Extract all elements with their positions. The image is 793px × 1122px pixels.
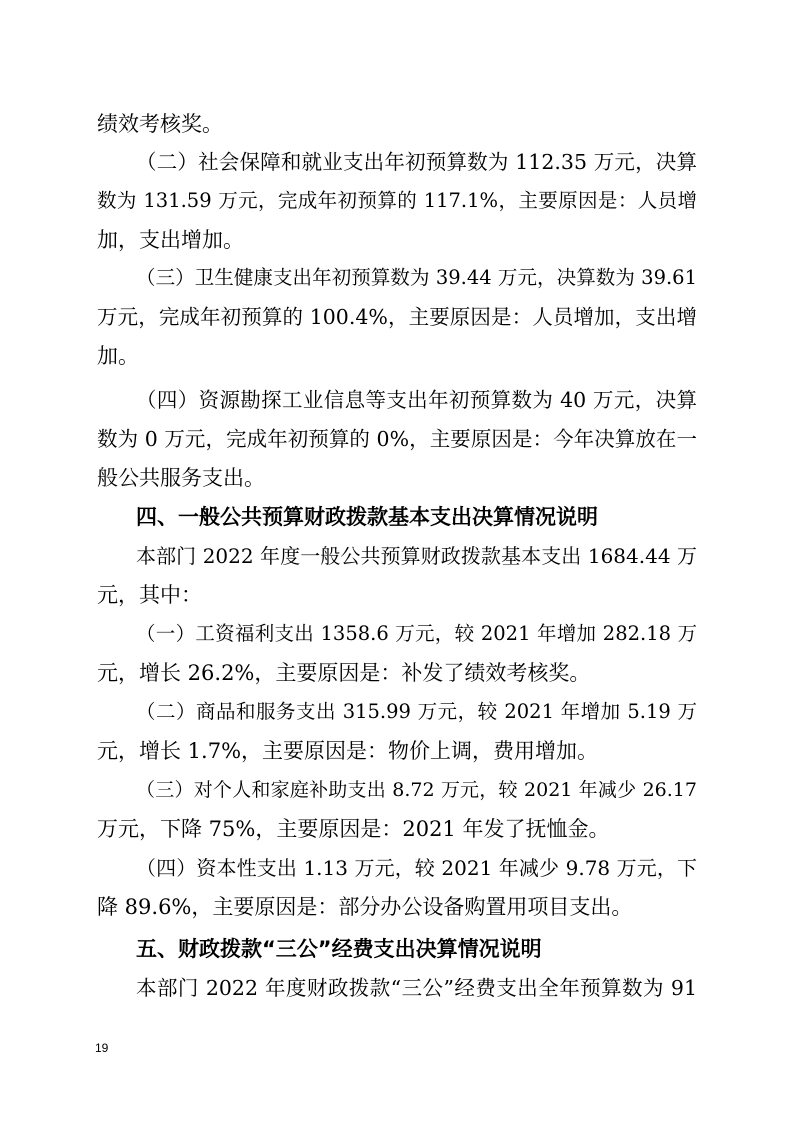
paragraph-line: 数为 131.59 万元，完成年初预算的 117.1%，主要原因是：人员增 bbox=[97, 189, 697, 212]
paragraph-line: （二）商品和服务支出 315.99 万元，较 2021 年增加 5.19 万 bbox=[136, 700, 697, 723]
paragraph-line: （四）资源勘探工业信息等支出年初预算数为 40 万元，决算 bbox=[136, 388, 697, 412]
paragraph-line: （一）工资福利支出 1358.6 万元，较 2021 年增加 282.18 万 bbox=[136, 622, 697, 645]
page-number: 19 bbox=[95, 1041, 109, 1055]
section-heading: 五、财政拨款“三公”经费支出决算情况说明 bbox=[136, 937, 542, 961]
paragraph-line: 加。 bbox=[97, 344, 139, 368]
paragraph-line: 数为 0 万元，完成年初预算的 0%，主要原因是：今年决算放在一 bbox=[97, 427, 697, 451]
paragraph-line: 降 89.6%，主要原因是：部分办公设备购置用项目支出。 bbox=[97, 895, 633, 919]
paragraph-line: 般公共服务支出。 bbox=[97, 466, 265, 490]
paragraph-line: 元，增长 1.7%，主要原因是：物价上调，费用增加。 bbox=[97, 739, 599, 763]
paragraph-line: （四）资本性支出 1.13 万元，较 2021 年减少 9.78 万元，下 bbox=[136, 856, 697, 880]
paragraph-line: 元，增长 26.2%，主要原因是：补发了绩效考核奖。 bbox=[97, 661, 591, 685]
paragraph-line: 万元，下降 75%，主要原因是：2021 年发了抚恤金。 bbox=[97, 817, 610, 841]
section-heading: 四、一般公共预算财政拨款基本支出决算情况说明 bbox=[136, 505, 598, 529]
paragraph-line: （三）卫生健康支出年初预算数为 39.44 万元，决算数为 39.61 bbox=[136, 266, 697, 289]
paragraph-line: 绩效考核奖。 bbox=[97, 112, 223, 136]
paragraph-line: （二）社会保障和就业支出年初预算数为 112.35 万元，决算 bbox=[136, 150, 697, 174]
paragraph-line: 元，其中： bbox=[97, 583, 202, 607]
paragraph-line: 加，支出增加。 bbox=[97, 228, 244, 252]
paragraph-line: 万元，完成年初预算的 100.4%，主要原因是：人员增加，支出增 bbox=[97, 305, 697, 329]
paragraph-line: 本部门 2022 年度一般公共预算财政拨款基本支出 1684.44 万 bbox=[136, 544, 697, 568]
paragraph-line: 本部门 2022 年度财政拨款“三公”经费支出全年预算数为 91 bbox=[136, 976, 697, 1000]
paragraph-line: （三）对个人和家庭补助支出 8.72 万元，较 2021 年减少 26.17 bbox=[136, 779, 697, 801]
